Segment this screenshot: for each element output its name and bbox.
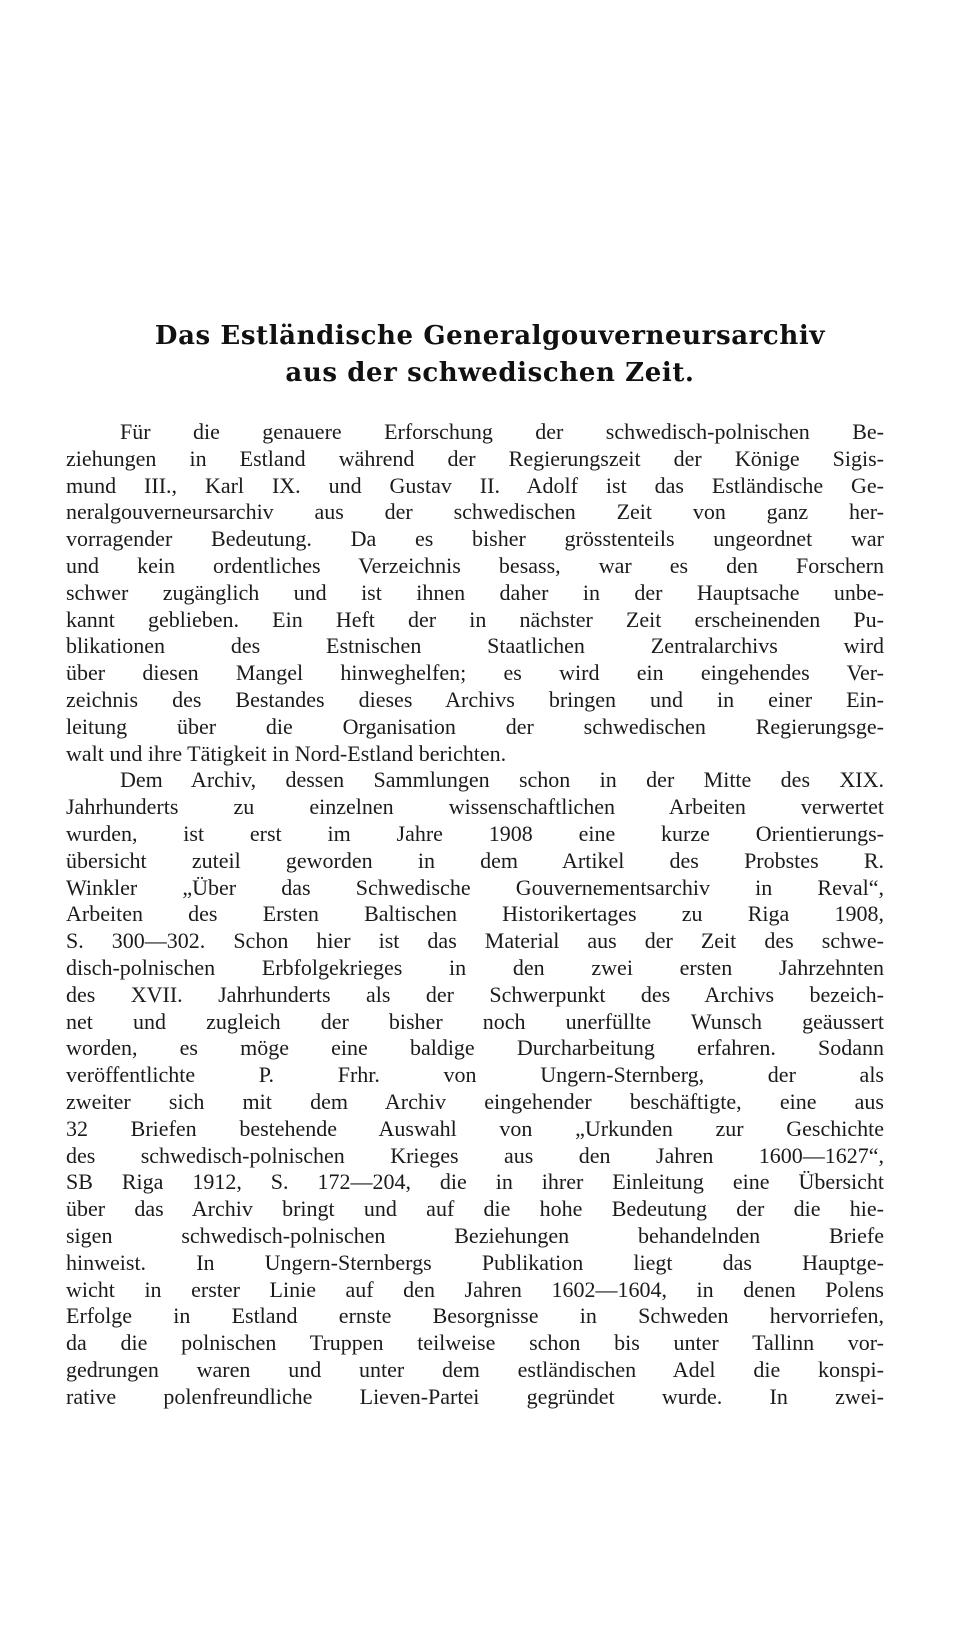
text-line: wicht in erster Linie auf den Jahren 1602—1604, in denen Polens: [66, 1276, 884, 1302]
title-line-1: Das Estländische Generalgouverneursarchiv: [154, 321, 826, 351]
article-body: [66, 419, 884, 1410]
text-line: walt und ihre Tätigkeit in Nord-Estland berichten.: [66, 740, 507, 766]
text-line: S. 300—302. Schon hier ist das Material aus der Zeit des schwe-: [66, 928, 884, 954]
text-line: über das Archiv bringt und auf die hohe Bedeutung der die hie-: [66, 1196, 884, 1222]
text-line: sigen schwedisch-polnischen Beziehungen behandelnden Briefe: [66, 1222, 884, 1248]
text-line: disch-polnischen Erbfolgekrieges in den zwei ersten Jahrzehnten: [66, 954, 884, 980]
text-line: blikationen des Estnischen Staatlichen Zentralarchivs wird: [66, 633, 884, 659]
text-line: kannt geblieben. Ein Heft der in nächster Zeit erscheinenden Pu-: [66, 606, 884, 632]
text-line: vorragender Bedeutung. Da es bisher grösstenteils ungeordnet war: [66, 526, 884, 552]
text-line: da die polnischen Truppen teilweise schon bis unter Tallinn vor-: [66, 1330, 884, 1356]
text-line: mund III., Karl IX. und Gustav II. Adolf ist das Estländische Ge-: [66, 472, 884, 498]
text-line: des schwedisch-polnischen Krieges aus den Jahren 1600—1627“,: [66, 1142, 884, 1168]
text-line: Erfolge in Estland ernste Besorgnisse in Schweden hervorriefen,: [66, 1303, 884, 1329]
text-line: und kein ordentliches Verzeichnis besass, war es den Forschern: [66, 552, 884, 578]
text-line: net und zugleich der bisher noch unerfüllte Wunsch geäussert: [66, 1008, 884, 1034]
paragraph-1: [66, 419, 884, 767]
paragraph-2: [66, 767, 884, 1410]
text-line: wurden, ist erst im Jahre 1908 eine kurze Orientierungs-: [66, 820, 884, 846]
text-line: ziehungen in Estland während der Regierungszeit der Könige Sigis-: [66, 445, 884, 471]
text-line: rative polenfreundliche Lieven-Partei gegründet wurde. In zwei-: [66, 1383, 884, 1409]
text-line: zweiter sich mit dem Archiv eingehender beschäftigte, eine aus: [66, 1088, 884, 1114]
text-line: veröffentlichte P. Frhr. von Ungern-Sternberg, der als: [66, 1062, 884, 1088]
text-line: Arbeiten des Ersten Baltischen Historikertages zu Riga 1908,: [66, 901, 884, 927]
text-line: gedrungen waren und unter dem estländischen Adel die konspi-: [66, 1356, 884, 1382]
text-line: Jahrhunderts zu einzelnen wissenschaftlichen Arbeiten verwertet: [66, 794, 884, 820]
text-line: SB Riga 1912, S. 172—204, die in ihrer Einleitung eine Übersicht: [66, 1169, 884, 1195]
article-title: [0, 318, 980, 392]
text-line: Für die genauere Erforschung der schwedisch-polnischen Be-: [120, 419, 884, 444]
text-line: 32 Briefen bestehende Auswahl von „Urkunden zur Geschichte: [66, 1115, 884, 1141]
text-line: hinweist. In Ungern-Sternbergs Publikation liegt das Hauptge-: [66, 1249, 884, 1275]
text-line: zeichnis des Bestandes dieses Archivs bringen und in einer Ein-: [66, 686, 884, 712]
text-line: worden, es möge eine baldige Durcharbeitung erfahren. Sodann: [66, 1035, 884, 1061]
text-line: Winkler „Über das Schwedische Gouvernementsarchiv in Reval“,: [66, 874, 884, 900]
text-line: übersicht zuteil geworden in dem Artikel des Probstes R.: [66, 847, 884, 873]
title-line-2: aus der schwedischen Zeit.: [285, 358, 695, 388]
text-line: Dem Archiv, dessen Sammlungen schon in der Mitte des XIX.: [120, 767, 884, 793]
text-line: schwer zugänglich und ist ihnen daher in der Hauptsache unbe-: [66, 579, 884, 605]
text-line: leitung über die Organisation der schwedischen Regierungsge-: [66, 713, 884, 739]
text-line: über diesen Mangel hinweghelfen; es wird ein eingehendes Ver-: [66, 660, 884, 686]
text-line: des XVII. Jahrhunderts als der Schwerpunkt des Archivs bezeich-: [66, 981, 884, 1007]
text-line: neralgouverneursarchiv aus der schwedischen Zeit von ganz her-: [66, 499, 884, 525]
